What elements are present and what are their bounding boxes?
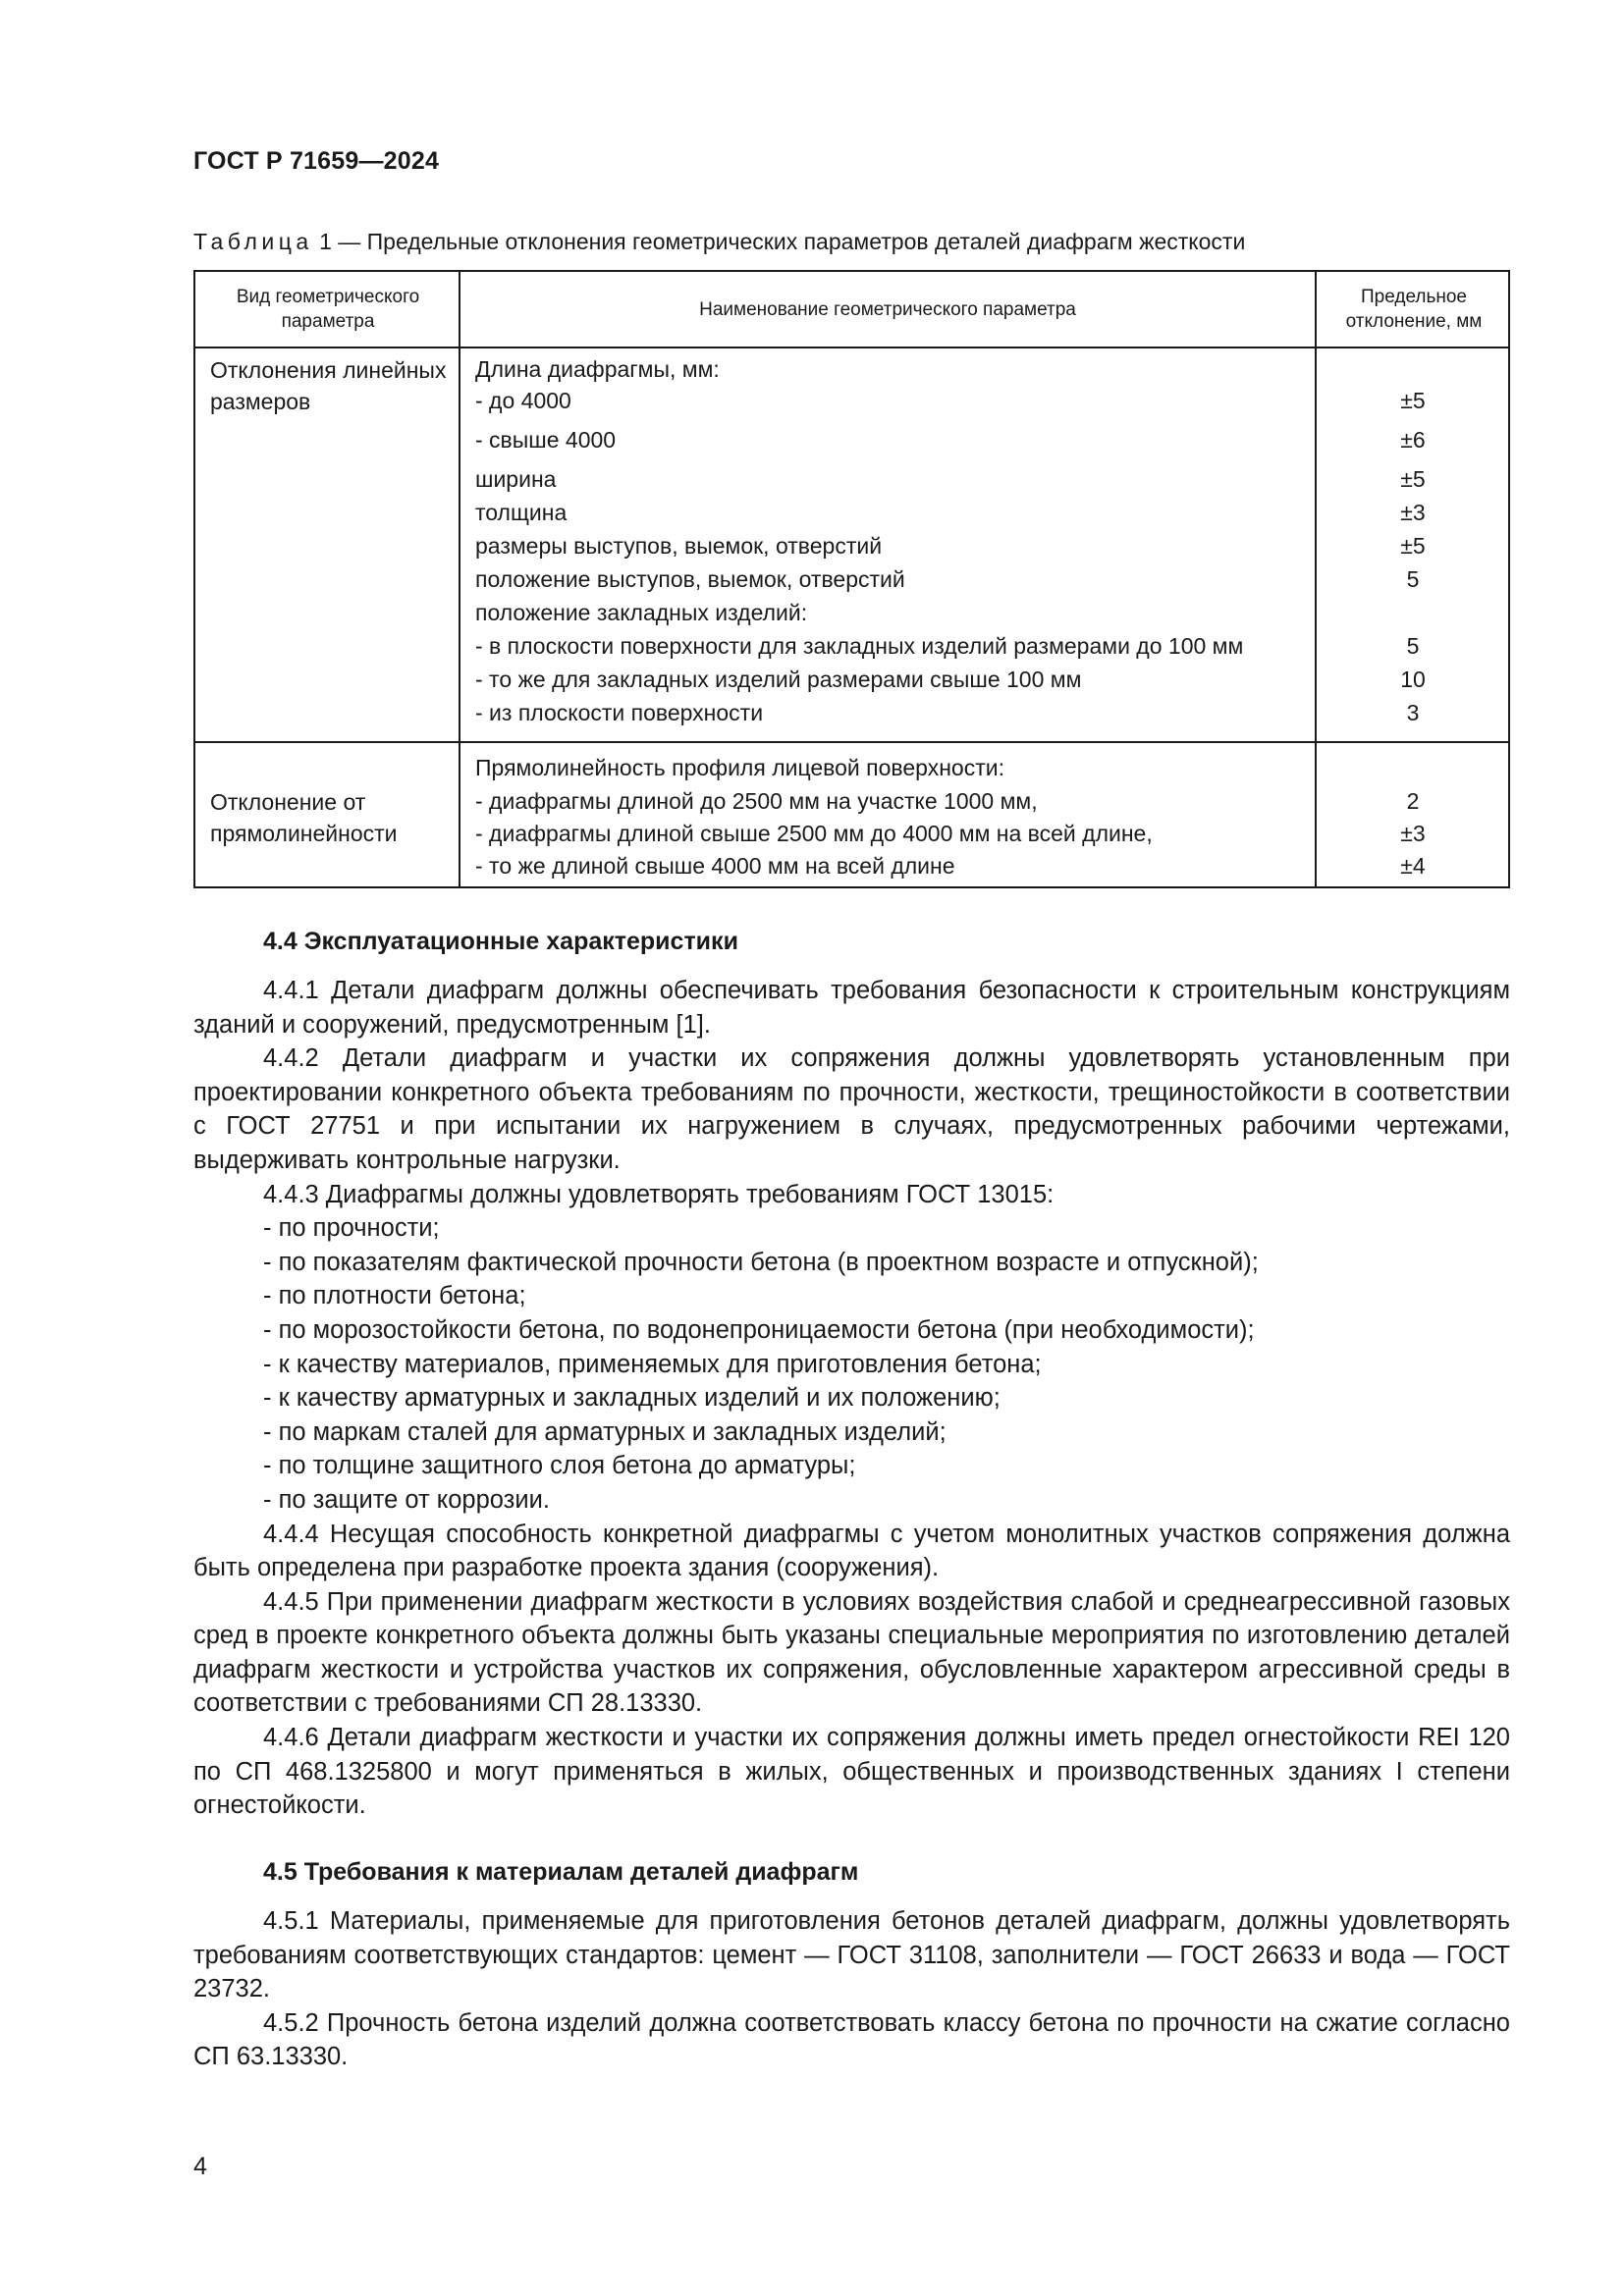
paragraph-4-5-1: 4.5.1 Материалы, применяемые для приготовления бетонов деталей диафрагм, должны удовлетворять требованиям соответствующих стандартов: цемент — ГОСТ 31108, заполнители — ГОСТ 26633 и вода — ГОСТ 23732. — [193, 1907, 1510, 2003]
list-item: - по прочности; — [263, 1214, 440, 1243]
paragraph-4-4-6: 4.4.6 Детали диафрагм жесткости и участки их сопряжения должны иметь предел огнестойкости REI 120 по СП 468.1325800 и могут применяться в жилых, общественных и производственных зданиях I степени огнестойкости. — [193, 1724, 1510, 1820]
group2-param: - диафрагмы длиной свыше 2500 мм до 4000 мм на всей длине, — [475, 821, 1153, 846]
section-4-5-heading: 4.5 Требования к материалам деталей диафрагм — [263, 1858, 859, 1886]
group1-param: - то же для закладных изделий размерами свыше 100 мм — [475, 667, 1082, 692]
section-4-4-heading: 4.4 Эксплуатационные характеристики — [263, 928, 738, 955]
group1-param: Длина диафрагмы, мм: — [475, 356, 720, 382]
deviation-table — [193, 270, 1510, 888]
group2-deviation: ±4 — [1400, 853, 1426, 879]
list-item: - по защите от коррозии. — [263, 1485, 550, 1514]
group2-deviation: ±3 — [1400, 821, 1426, 846]
table-group-divider — [195, 741, 1508, 743]
group2-type: Отклонение от прямолинейности — [210, 789, 398, 846]
list-item: - по маркам сталей для арматурных и закладных изделий; — [263, 1417, 947, 1446]
group1-deviation: ±5 — [1400, 388, 1426, 413]
section-4-5-body — [193, 1904, 1510, 2074]
document-header: ГОСТ Р 71659—2024 — [193, 147, 440, 175]
header-param-type: Вид геометрического параметра — [236, 287, 420, 332]
paragraph-4-4-3: 4.4.3 Диафрагмы должны удовлетворять требованиям ГОСТ 13015: — [263, 1180, 1055, 1208]
list-item: - к качеству материалов, применяемых для приготовления бетона; — [263, 1350, 1042, 1378]
header-deviation: Предельное отклонение, мм — [1345, 287, 1483, 332]
table-header-divider — [195, 347, 1508, 348]
group1-deviation: 5 — [1406, 633, 1420, 659]
list-item: - по плотности бетона; — [263, 1282, 526, 1310]
group1-deviation: ±6 — [1400, 427, 1426, 453]
group1-param: - в плоскости поверхности для закладных изделий размерами до 100 мм — [475, 633, 1244, 659]
group1-deviation: 3 — [1406, 700, 1420, 725]
group1-param: положение закладных изделий: — [475, 600, 808, 625]
paragraph-4-4-1: 4.4.1 Детали диафрагм должны обеспечивать требования безопасности к строительным конструкциям зданий и сооружений, предусмотренным [1]. — [193, 977, 1510, 1039]
group1-param: - до 4000 — [475, 388, 571, 413]
group1-param: ширина — [475, 466, 557, 492]
group1-deviation: 5 — [1406, 566, 1420, 592]
group1-param: - свыше 4000 — [475, 427, 617, 453]
table-caption — [193, 229, 1245, 255]
group2-param: Прямолинейность профиля лицевой поверхности: — [475, 755, 1004, 780]
group1-deviation: ±3 — [1400, 500, 1426, 525]
table-caption-text: 1 — Предельные отклонения геометрических параметров деталей диафрагм жесткости — [312, 229, 1246, 254]
group1-deviation: 10 — [1400, 667, 1426, 692]
group2-param: - диафрагмы длиной до 2500 мм на участке 1000 мм, — [475, 788, 1038, 814]
paragraph-4-4-5: 4.4.5 При применении диафрагм жесткости в условиях воздействия слабой и среднеагрессивной газовых сред в проекте конкретного объекта должны быть указаны специальные мероприятия по изготовлению деталей диафрагм жесткости и устройства участков их сопряжения, обусловленные характером агрессивной среды в соответствии с требованиями СП 28.13330. — [193, 1587, 1510, 1718]
paragraph-4-4-2: 4.4.2 Детали диафрагм и участки их сопряжения должны удовлетворять установленным при проектировании конкретного объекта требованиям по прочности, жесткости, трещиностойкости в соответствии с ГОСТ 27751 и при испытании их нагружением в случаях, предусмотренных рабочими чертежами, выдерживать контрольные нагрузки. — [193, 1044, 1510, 1174]
list-item: - по морозостойкости бетона, по водонепроницаемости бетона (при необходимости); — [263, 1315, 1255, 1344]
list-item: - по толщине защитного слоя бетона до арматуры; — [263, 1452, 856, 1480]
section-4-4-body — [193, 974, 1510, 1823]
group1-type: Отклонения линейных размеров — [210, 357, 447, 414]
list-item: - к качеству арматурных и закладных изделий и их положению; — [263, 1384, 1001, 1413]
table-col-divider-1 — [459, 272, 460, 886]
table-caption-label: Таблица — [193, 229, 313, 254]
group2-deviation: 2 — [1406, 788, 1420, 814]
group1-param: положение выступов, выемок, отверстий — [475, 566, 905, 592]
list-item: - по показателям фактической прочности бетона (в проектном возрасте и отпускной); — [263, 1248, 1259, 1276]
header-param-name: Наименование геометрического параметра — [699, 298, 1076, 320]
group1-param: размеры выступов, выемок, отверстий — [475, 533, 883, 559]
group1-param: толщина — [475, 500, 568, 525]
page-number: 4 — [193, 2153, 207, 2180]
paragraph-4-5-2: 4.5.2 Прочность бетона изделий должна соответствовать классу бетона по прочности на сжатие согласно СП 63.13330. — [193, 2008, 1510, 2071]
group2-param: - то же длиной свыше 4000 мм на всей длине — [475, 853, 955, 879]
paragraph-4-4-4: 4.4.4 Несущая способность конкретной диафрагмы с учетом монолитных участков сопряжения должна быть определена при разработке проекта здания (сооружения). — [193, 1520, 1510, 1582]
group1-deviation: ±5 — [1400, 533, 1426, 559]
group1-param: - из плоскости поверхности — [475, 700, 764, 725]
group1-deviation: ±5 — [1400, 466, 1426, 492]
